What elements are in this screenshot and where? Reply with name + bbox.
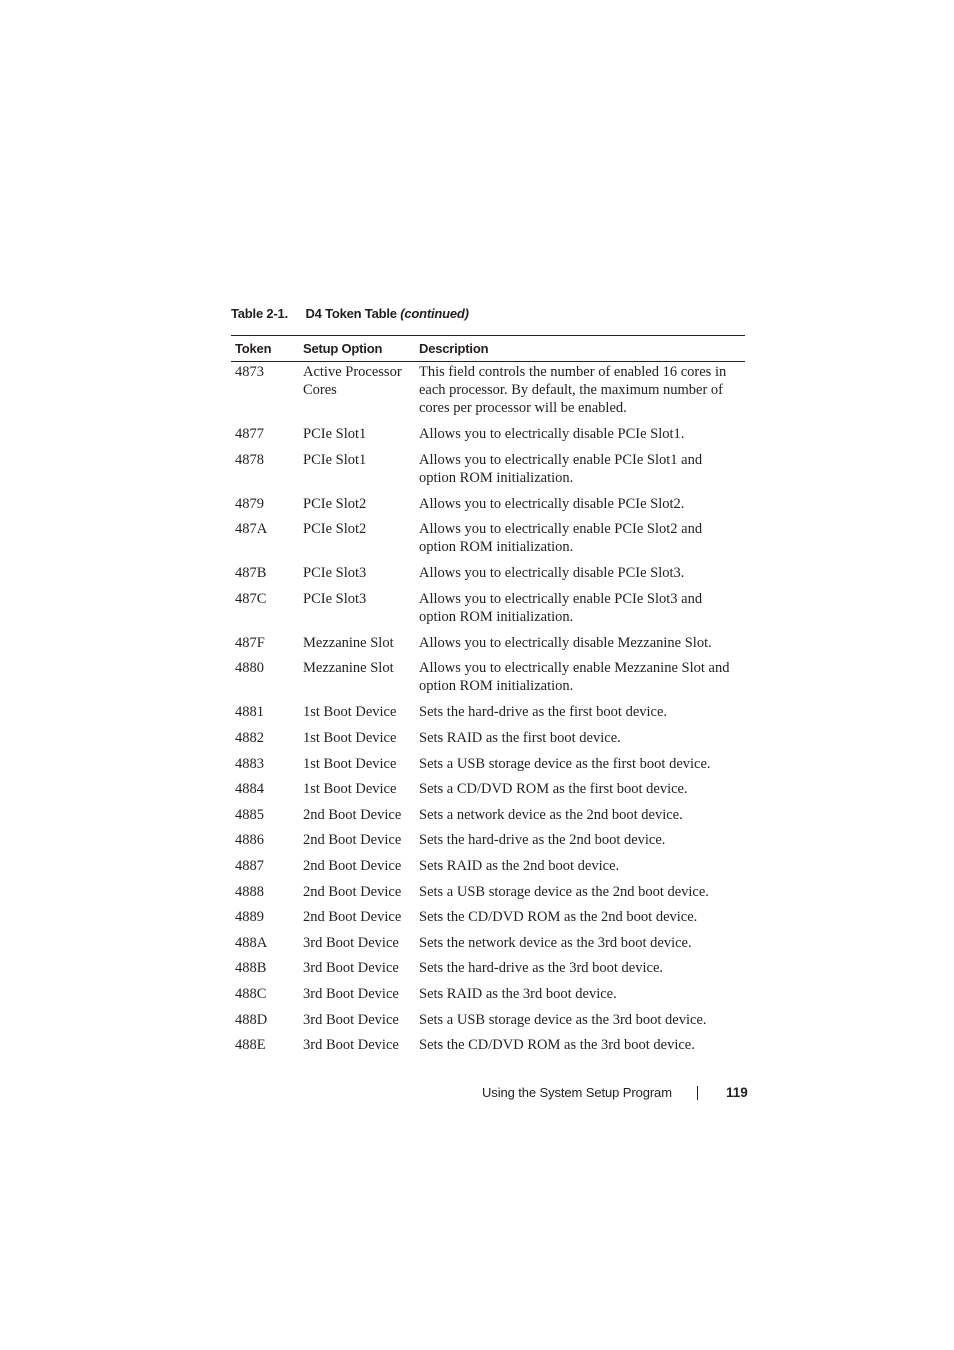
footer-separator <box>697 1086 698 1100</box>
setup-option-cell: Mezzanine Slot <box>303 660 394 677</box>
description-cell: Sets a USB storage device as the first boot device. <box>419 755 711 772</box>
setup-option-cell: 2nd Boot Device <box>303 883 402 900</box>
table-continued-label: (continued) <box>400 306 469 321</box>
description-cell: Allows you to electrically enable PCIe Slot3 and option ROM initialization. <box>419 590 703 625</box>
description-cell: Sets the hard-drive as the 3rd boot device. <box>419 960 664 977</box>
table-row <box>231 755 745 781</box>
setup-option-cell: Active Processor Cores <box>303 364 402 398</box>
token-cell: 487B <box>235 565 267 582</box>
token-cell: 487A <box>235 521 268 538</box>
description-cell: Sets RAID as the first boot device. <box>419 729 621 746</box>
page-footer <box>480 1084 750 1104</box>
token-cell: 488D <box>235 1011 268 1028</box>
table-row <box>231 425 745 451</box>
header-description: Description <box>415 336 745 362</box>
token-cell: 4885 <box>235 806 264 823</box>
token-cell: 487F <box>235 634 265 651</box>
description-cell: Sets RAID as the 3rd boot device. <box>419 985 617 1002</box>
description-cell: Allows you to electrically disable PCIe Slot3. <box>419 565 685 582</box>
setup-option-cell: 1st Boot Device <box>303 704 397 721</box>
token-cell: 4881 <box>235 704 264 721</box>
description-cell: Sets the CD/DVD ROM as the 3rd boot device. <box>419 1037 695 1054</box>
token-cell: 4889 <box>235 909 264 926</box>
table-caption <box>231 306 469 321</box>
table-row <box>231 883 745 909</box>
page-number: 119 <box>726 1085 748 1100</box>
table-row <box>231 520 745 564</box>
setup-option-cell: 3rd Boot Device <box>303 934 399 951</box>
setup-option-cell: 1st Boot Device <box>303 781 397 798</box>
setup-option-cell: Mezzanine Slot <box>303 634 394 651</box>
table-row <box>231 1011 745 1037</box>
table-row <box>231 703 745 729</box>
token-cell: 4882 <box>235 729 264 746</box>
setup-option-cell: 1st Boot Device <box>303 755 397 772</box>
table-title: D4 Token Table <box>305 306 397 321</box>
setup-option-cell: PCIe Slot1 <box>303 451 367 468</box>
description-cell: Allows you to electrically enable PCIe Slot2 and option ROM initialization. <box>419 521 703 556</box>
table-row <box>231 659 745 703</box>
description-cell: Allows you to electrically disable PCIe Slot2. <box>419 495 685 512</box>
token-cell: 488E <box>235 1037 266 1054</box>
token-cell: 4886 <box>235 832 264 849</box>
table-row <box>231 908 745 934</box>
description-cell: Sets RAID as the 2nd boot device. <box>419 857 620 874</box>
setup-option-cell: 3rd Boot Device <box>303 960 399 977</box>
description-cell: Sets the hard-drive as the 2nd boot device. <box>419 832 666 849</box>
description-cell: This field controls the number of enabled 16 cores in each processor. By default, the maximum number of cores per processor will be enabled. <box>419 364 727 416</box>
description-cell: Allows you to electrically enable Mezzanine Slot and option ROM initialization. <box>419 660 730 695</box>
table-header-row <box>231 336 745 362</box>
table-row <box>231 857 745 883</box>
token-cell: 488A <box>235 934 268 951</box>
token-table <box>231 335 745 1062</box>
table-row <box>231 729 745 755</box>
token-cell: 4873 <box>235 364 264 380</box>
table-number: Table 2-1. <box>231 306 289 321</box>
token-cell: 488C <box>235 985 267 1002</box>
setup-option-cell: PCIe Slot2 <box>303 521 367 538</box>
table-row <box>231 590 745 634</box>
token-cell: 487C <box>235 590 267 607</box>
setup-option-cell: 1st Boot Device <box>303 729 397 746</box>
setup-option-cell: 2nd Boot Device <box>303 832 402 849</box>
setup-option-cell: PCIe Slot2 <box>303 495 367 512</box>
table-row <box>231 831 745 857</box>
table-row <box>231 985 745 1011</box>
table-row <box>231 362 745 426</box>
token-cell: 488B <box>235 960 267 977</box>
setup-option-cell: PCIe Slot3 <box>303 590 367 607</box>
token-cell: 4888 <box>235 883 264 900</box>
table-row <box>231 634 745 660</box>
description-cell: Allows you to electrically disable PCIe Slot1. <box>419 426 685 442</box>
description-cell: Sets a USB storage device as the 3rd boot device. <box>419 1011 707 1028</box>
footer-section-title: Using the System Setup Program <box>482 1085 672 1100</box>
header-setup-option: Setup Option <box>299 336 415 362</box>
header-token: Token <box>231 336 299 362</box>
table-row <box>231 451 745 495</box>
table-row <box>231 495 745 521</box>
token-cell: 4877 <box>235 426 264 442</box>
description-cell: Sets the CD/DVD ROM as the 2nd boot device. <box>419 909 698 926</box>
table-row <box>231 806 745 832</box>
description-cell: Allows you to electrically disable Mezzanine Slot. <box>419 634 712 651</box>
token-cell: 4884 <box>235 781 264 798</box>
setup-option-cell: PCIe Slot1 <box>303 426 367 442</box>
token-cell: 4878 <box>235 451 264 468</box>
setup-option-cell: 2nd Boot Device <box>303 909 402 926</box>
token-cell: 4880 <box>235 660 264 677</box>
token-cell: 4879 <box>235 495 264 512</box>
table-row <box>231 1036 745 1062</box>
setup-option-cell: 2nd Boot Device <box>303 857 402 874</box>
table-row <box>231 934 745 960</box>
table-row <box>231 780 745 806</box>
token-cell: 4887 <box>235 857 264 874</box>
setup-option-cell: PCIe Slot3 <box>303 565 367 582</box>
description-cell: Sets a network device as the 2nd boot device. <box>419 806 683 823</box>
setup-option-cell: 3rd Boot Device <box>303 985 399 1002</box>
table-row <box>231 959 745 985</box>
description-cell: Allows you to electrically enable PCIe Slot1 and option ROM initialization. <box>419 451 703 486</box>
table-body <box>231 362 745 1062</box>
token-cell: 4883 <box>235 755 264 772</box>
description-cell: Sets the network device as the 3rd boot device. <box>419 934 692 951</box>
setup-option-cell: 3rd Boot Device <box>303 1037 399 1054</box>
description-cell: Sets the hard-drive as the first boot device. <box>419 704 668 721</box>
description-cell: Sets a CD/DVD ROM as the first boot device. <box>419 781 688 798</box>
description-cell: Sets a USB storage device as the 2nd boot device. <box>419 883 709 900</box>
setup-option-cell: 2nd Boot Device <box>303 806 402 823</box>
table-row <box>231 564 745 590</box>
setup-option-cell: 3rd Boot Device <box>303 1011 399 1028</box>
